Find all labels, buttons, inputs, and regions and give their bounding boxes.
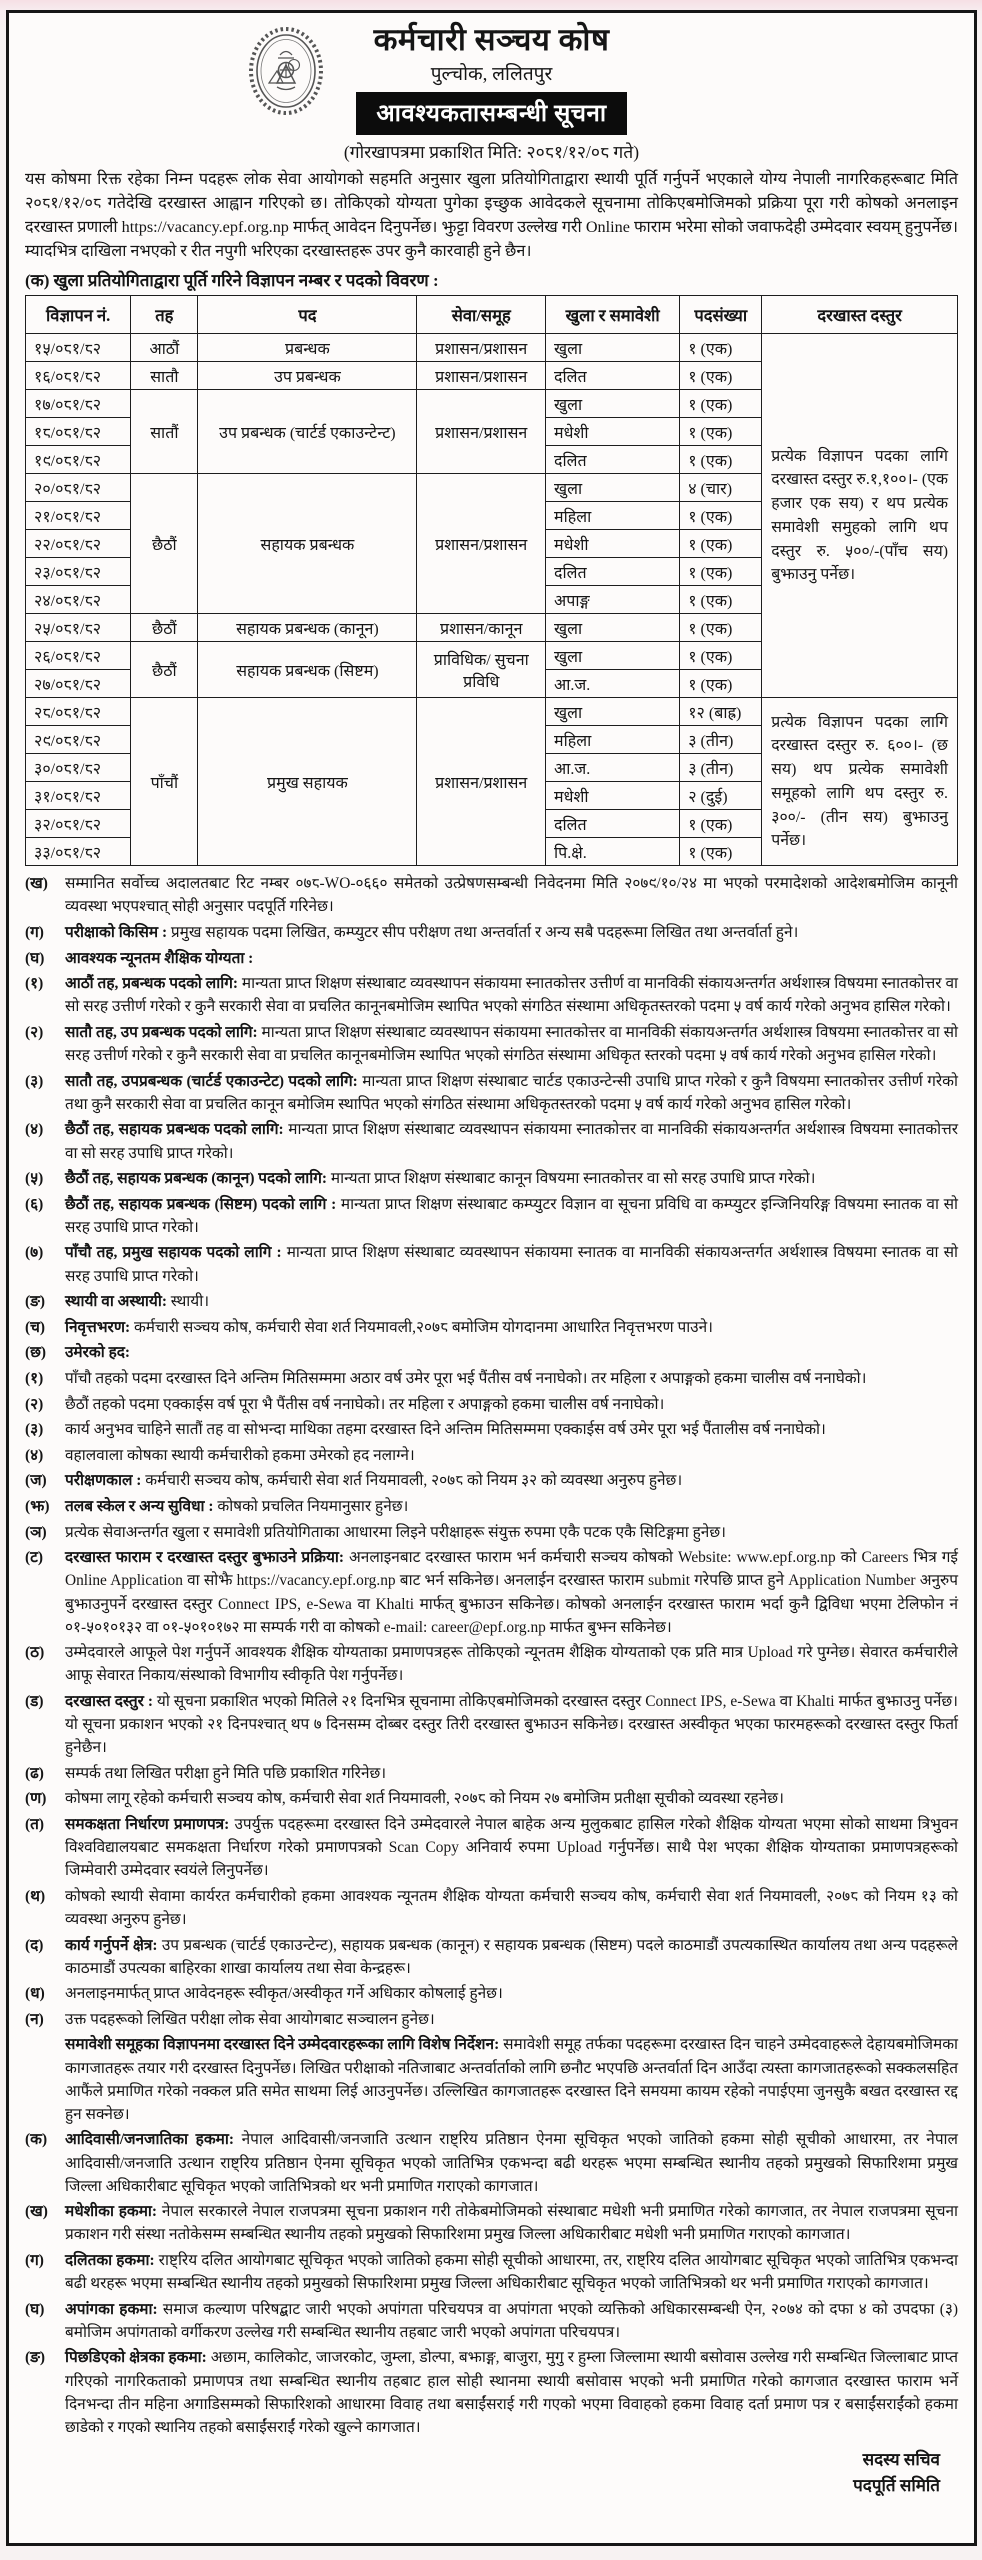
section-text: सातौ तह, उपप्रबन्धक (चार्टर्ड एकाउन्टेट) पदको लागि: मान्यता प्राप्त शिक्षण संस्थाबाट चार्टड एकाउन्टेन्सी उपाधि प्राप्त गरेको र कुनै विषयमा स्नातकोत्तर उत्तीर्ण गरेको तथा कुनै सरकारी सेवा वा प्रचलित कानून बमोजिम स्थापित भएको संगठित संस्थामा अधिकृतस्तरको पदमा ५ वर्ष कार्य गरेको अनुभव हासिल गरेको।	[65, 1072, 958, 1113]
section-label: (ज)	[25, 1472, 47, 1490]
table-cell: सहायक प्रबन्धक	[198, 474, 417, 614]
section-text: उक्त पदहरूको लिखित परीक्षा लोक सेवा आयोगबाट सञ्चालन हुनेछ।	[65, 2010, 435, 2028]
section-text: दरखास्त फाराम र दरखास्त दस्तुर बुझाउने प्रक्रिया: अनलाइनबाट दरखास्त फाराम भर्न कर्मचारी सञ्चय कोषको Website: www.epf.org.np को Careers भित्र गई Online Application वा सोझै https://vacancy.epf.org.np बाट भर्न सकिनेछ। अनलाईन दरखास्त फाराम submit गरेपछि प्राप्त हुने Application Number अनुरुप बुझाउनुपर्ने दरखास्त दस्तुर Connect IPS, e-Sewa वा Khalti मार्फत् बुझाउन सकिनेछ। कोषको अनलाईन दरखास्त फाराम भर्दा कुनै द्विविधा भएमा टेलिफोन नं ०१-५०१०१३२ वा ०१-५०१०१७२ मा सम्पर्क गरी वा कोषको e-mail: career@epf.org.np मार्फत बुझ्न सकिनेछ।	[65, 1549, 958, 1636]
section-item	[25, 1982, 958, 2005]
table-cell: दलित	[546, 362, 680, 390]
table-cell: २८/०८१/८२	[26, 698, 131, 726]
section-item	[25, 1418, 958, 1441]
table-cell: महिला	[546, 726, 680, 754]
section-item	[25, 1241, 958, 1287]
signature-block	[25, 2447, 940, 2500]
section-text: कोषको स्थायी सेवामा कार्यरत कर्मचारीको हकमा आवश्यक न्यूनतम शैक्षिक योग्यता कर्मचारी सञ्चय कोष, कर्मचारी सेवा शर्त नियमावली, २०७८ को नियम १३ को व्यवस्था अनुरुप हुनेछ।	[65, 1887, 958, 1928]
section-text: समावेशी समूहका विज्ञापनमा दरखास्त दिने उम्मेदवारहरूका लागि विशेष निर्देशन: समावेशी समूह तर्फका पदहरूमा दरखास्त दिन चाहने उम्मेदवाहरूले देहायबमोजिमका कागजातहरू तयार गरी दरखास्त दिनुपर्नेछ। लिखित परीक्षाको नतिजाबाट अन्तर्वार्ताको लागि छनौट भएपछि अन्तर्वार्ता दिन आउँदा त्यस्ता कागजातहरूको सक्कलसहित आफैंले प्रमाणित गरेको नक्कल प्रति समेत साथमा लिई आउनुपर्नेछ। उल्लिखित कागजातहरू दरखास्त दिने समयमा कायम रहेको नपाईएमा जुनसुकै बखत दरखास्त रद्द हुन सक्नेछ।	[65, 2036, 959, 2123]
table-cell: २ (दुई)	[680, 782, 762, 810]
section-text: कार्य गर्नुपर्ने क्षेत्र: उप प्रबन्धक (चार्टर्ड एकाउन्टेन्ट), सहायक प्रबन्धक (कानून) र सहायक प्रबन्धक (सिष्टम) पदले काठमाडौं उपत्यकास्थित कार्यालय तथा अन्य पदहरूले काठमाडौं उपत्यका बाहिरका शाखा कार्यालय तथा सेवा केन्द्रहरू।	[65, 1936, 958, 1977]
table-cell: प्रशासन/प्रशासन	[417, 390, 546, 474]
section-text: छैठौं तह, सहायक प्रबन्धक (सिष्टम) पदको लागि : मान्यता प्राप्त शिक्षण संस्थाबाट कम्प्युटर विज्ञान वा सूचना प्रविधि वा कम्प्युटर इन्जिनियरिङ्ग विषयमा स्नातक वा सो सरह उपाधि प्राप्त गरेको।	[65, 1195, 958, 1236]
table-cell: २२/०८१/८२	[26, 530, 131, 558]
section-label: (ढ)	[25, 1764, 44, 1782]
section-text: कोषमा लागू रहेको कर्मचारी सञ्चय कोष, कर्मचारी सेवा शर्त नियमावली, २०७८ को नियम २७ बमोजिम प्रतीक्षा सूचीको व्यवस्था रहनेछ।	[65, 1790, 784, 1808]
section-label: (ख)	[25, 2203, 48, 2221]
section-item	[25, 1495, 958, 1518]
table-cell: ३३/०८१/८२	[26, 838, 131, 866]
section-item	[25, 2346, 958, 2438]
table-cell: १ (एक)	[680, 446, 762, 474]
section-item	[25, 1885, 958, 1931]
signature-role: सदस्य सचिव	[862, 2449, 940, 2469]
vacancy-table-header-row	[26, 296, 958, 334]
section-text: दलितका हकमा: राष्ट्रिय दलित आयोगबाट सूचिकृत भएको जातिको हकमा सोही सूचीको आधारमा, तर, राष्ट्रिय दलित आयोगबाट सूचिकृत भएको जातिभित्र एकभन्दा बढी थरहरू भएमा सम्बन्धित स्थानीय तहको प्रमुखको सिफारिशमा प्रमुख जिल्ला अधिकारीबाट सूचिकृत भएको जातिभित्रको थर भनी प्रमाणित गराएको कागजात।	[65, 2251, 958, 2293]
notice-frame	[6, 10, 977, 2546]
table-cell: सातौं	[131, 390, 198, 474]
table-cell: १५/०८१/८२	[26, 334, 131, 362]
section-text: पाँचौ तहको पदमा दरखास्त दिने अन्तिम मितिसम्ममा अठार वर्ष उमेर पूरा भई पैंतीस वर्ष ननाघेको। तर महिला र अपाङ्गको हकमा चालीस वर्ष ननाघेको।	[65, 1370, 867, 1388]
section-label: (३)	[25, 1072, 44, 1090]
table-row	[26, 334, 958, 362]
table-row	[26, 698, 958, 726]
table-cell: मधेशी	[546, 530, 680, 558]
table-cell: ३०/०८१/८२	[26, 754, 131, 782]
section-label: (१)	[25, 1370, 44, 1388]
table-cell: १२ (बाह्र)	[680, 698, 762, 726]
section-text: उम्मेदवारले आफूले पेश गर्नुपर्ने आवश्यक शैक्षिक योग्यताका प्रमाणपत्रहरू तोकिएको न्यूनतम शैक्षिक योग्यताको एक प्रति मात्र Upload गरे पुग्नेछ। सेवारत कर्मचारीले आफू सेवारत निकाय/संस्थाको विभागीय स्वीकृति पेश गर्नुपर्नेछ।	[65, 1644, 958, 1685]
section-label: (ट)	[25, 1549, 44, 1567]
section-label: (२)	[25, 1395, 44, 1413]
section-label: (ञ)	[25, 1523, 47, 1541]
table-cell: अपाङ्ग	[546, 586, 680, 614]
table-cell: २७/०८१/८२	[26, 670, 131, 698]
table-cell: आ.ज.	[546, 754, 680, 782]
published-date: (गोरखापत्रमा प्रकाशित मिति: २०८१/१२/०८ गते)	[343, 142, 640, 163]
section-label: (द)	[25, 1936, 44, 1954]
section-item	[25, 2249, 958, 2295]
table-cell: प्रशासन/प्रशासन	[417, 362, 546, 390]
vacancy-table-body	[26, 334, 958, 866]
sections-list	[25, 872, 958, 2439]
section-text: पिछडिएको क्षेत्रका हकमा: अछाम, कालिकोट, जाजरकोट, जुम्ला, डोल्पा, बझाङ्ग, बाजुरा, मुगु र हुम्ला जिल्लामा स्थायी बसोवास उल्लेख गरी सम्बन्धित जिल्लाबाट प्राप्त गरिएको नागरिकताको प्रमाणपत्र तथा सम्बन्धित स्थानीय तहबाट हाल सोही स्थानमा स्थायी बसोवास भएको भनी प्रमाणित गरेको कागजात दरखास्त फाराम भर्ने दिनभन्दा तीन महिना अगाडिसम्मको सिफारिशको आधारमा विवाह तथा बसाईंसराई गरी गएको भएमा विवाहको हकमा विवाह दर्ता प्रमाण पत्र र बसाईंसराईंको हकमा छाडेको र गएको स्थानिय तहको बसाईंसराईं गरेको खुल्ने कागजात।	[65, 2349, 959, 2436]
section-label: (४)	[25, 1121, 44, 1139]
section-label: (थ)	[25, 1887, 46, 1905]
section-item	[25, 1316, 958, 1339]
table-cell: १ (एक)	[680, 418, 762, 446]
table-cell: १७/०८१/८२	[26, 390, 131, 418]
column-header: खुला र समावेशी	[546, 296, 680, 334]
section-item	[25, 1469, 958, 1492]
table-cell: प्रत्येक विज्ञापन पदका लागि दरखास्त दस्तुर रु.१,१००।- (एक हजार एक सय) र थप प्रत्येक समावेशी समुहको लागि थप दस्तुर रु. ५००/-(पाँच सय) बुझाउनु पर्नेछ।	[762, 334, 958, 698]
section-item	[25, 1521, 958, 1544]
section-text: दरखास्त दस्तुर : यो सूचना प्रकाशित भएको मितिले २१ दिनभित्र सूचनामा तोकिएबमोजिमको दरखास्त दस्तुर Connect IPS, e-Sewa वा Khalti मार्फत बुझाउनु पर्नेछ। यो सूचना प्रकाशन भएको २१ दिनपश्चात् थप ७ दिनसम्म दोब्बर दस्तुर तिरी दरखास्त बुझाउन सकिनेछ। दरखास्त अस्वीकृत भएका फारमहरूको दरखास्त दस्तुर फिर्ता हुनेछैन।	[65, 1692, 958, 1757]
table-cell: प्रशासन/प्रशासन	[417, 474, 546, 614]
table-cell: १९/०८१/८२	[26, 446, 131, 474]
section-item	[25, 1546, 958, 1638]
section-label: (१)	[25, 975, 44, 993]
section-label: (त)	[25, 1816, 45, 1833]
section-text: छैठौं तह, सहायक प्रबन्धक (कानून) पदको लागि: मान्यता प्राप्त शिक्षण संस्थाबाट कानून विषयमा स्नातकोत्तर वा सो सरह उपाधि प्राप्त गरेको।	[65, 1170, 816, 1188]
section-text: वहालवाला कोषका स्थायी कर्मचारीको हकमा उमेरको हद नलाग्ने।	[65, 1446, 415, 1464]
section-text: अपांगका हकमा: समाज कल्याण परिषद्बाट जारी भएको अपांगता परिचयपत्र वा अपांगता भएको व्यक्तिको अधिकारसम्बन्धी ऐन, २०७४ को दफा ४ को उपदफा (३) बमोजिम अपांगताको वर्गीकरण उल्लेख गरी सम्बन्धित स्थानीय तहबाट जारी भएको अपांगता परिचयपत्र।	[65, 2300, 958, 2341]
table-cell: १६/०८१/८२	[26, 362, 131, 390]
section-text: आवश्यक न्यूनतम शैक्षिक योग्यता :	[65, 949, 254, 967]
table-cell: महिला	[546, 502, 680, 530]
section-text: तलब स्केल र अन्य सुविधा : कोषको प्रचलित नियमानुसार हुनेछ।	[65, 1498, 409, 1516]
table-cell: १ (एक)	[680, 810, 762, 838]
section-label: (घ)	[25, 949, 45, 967]
column-header: विज्ञापन नं.	[26, 296, 131, 334]
section-item	[25, 2128, 958, 2197]
section-text: सातौ तह, उप प्रबन्धक पदको लागि: मान्यता प्राप्त शिक्षण संस्थाबाट व्यवस्थापन संकायमा स्नातकोत्तर वा मानविकी संकायअन्तर्गत अर्थशास्त्र विषयमा स्नातकोत्तर वा सो सरह उत्तीर्ण गरेको र कुनै सरकारी सेवा वा प्रचलित कानूनबमोजिम स्थापित भएको संगठित संस्थामा अधिकृत स्तरको पदमा ५ वर्ष कार्य गरेको अनुभव हासिल गरेको।	[65, 1024, 959, 1065]
section-text: छैठौं तह, सहायक प्रबन्धक पदको लागि: मान्यता प्राप्त शिक्षण संस्थाबाट व्यवस्थापन संकायमा स्नातकोत्तर वा मानविकी संकायअन्तर्गत अर्थशास्त्र विषयमा स्नातकोत्तर वा सो सरह उपाधि प्राप्त गरेको।	[65, 1121, 958, 1162]
table-cell: सहायक प्रबन्धक (कानून)	[198, 614, 417, 642]
table-cell: १ (एक)	[680, 838, 762, 866]
table-cell: ३ (तीन)	[680, 726, 762, 754]
section-label: (च)	[25, 1318, 46, 1336]
table-cell: ३ (तीन)	[680, 754, 762, 782]
table-cell: १ (एक)	[680, 558, 762, 586]
section-item	[25, 1787, 958, 1810]
table-cell: १८/०८१/८२	[26, 418, 131, 446]
section-text: आठौं तह, प्रबन्धक पदको लागि: मान्यता प्राप्त शिक्षण संस्थाबाट व्यवस्थापन संकायमा स्नातकोत्तर उत्तीर्ण वा मानविकी संकायअन्तर्गत अर्थशास्त्र विषयमा स्नातकोत्तर वा सो सरह उत्तीर्ण गरेको र कुनै सरकारी सेवा वा प्रचलित कानूनबमोजिम स्थापित भएको संगठित संस्थामा अधिकृतस्तरको पदमा ५ वर्ष कार्य गरेको अनुभव हासिल गरेको।	[65, 975, 959, 1016]
table-cell: २०/०८१/८२	[26, 474, 131, 502]
table-cell: प्रशासन/कानून	[417, 614, 546, 642]
table-cell: २३/०८१/८२	[26, 558, 131, 586]
section-label: (ग)	[25, 924, 44, 942]
table-cell: १ (एक)	[680, 334, 762, 362]
table-cell: १ (एक)	[680, 530, 762, 558]
table-cell: प्रशासन/प्रशासन	[417, 334, 546, 362]
section-label: (घ)	[25, 2300, 45, 2318]
table-cell: २९/०८१/८२	[26, 726, 131, 754]
section-item	[25, 1393, 958, 1416]
section-label: (३)	[25, 1421, 44, 1439]
section-text: परीक्षणकाल : कर्मचारी सञ्चय कोष, कर्मचारी सेवा शर्त नियमावली, २०७८ को नियम ३२ को व्यवस्था अनुरुप हुनेछ।	[65, 1472, 683, 1490]
section-text: अनलाइनमार्फत् प्राप्त आवेदनहरू स्वीकृत/अस्वीकृत गर्ने अधिकार कोषलाई हुनेछ।	[65, 1985, 503, 2003]
section-text: परीक्षाको किसिम : प्रमुख सहायक पदमा लिखित, कम्प्युटर सीप परीक्षण तथा अन्तर्वार्ता र अन्य सबै पदहरूमा लिखित तथा अन्तर्वार्ता हुने।	[65, 924, 799, 942]
table-cell: छैठौं	[131, 474, 198, 614]
table-cell: दलित	[546, 810, 680, 838]
table-cell: दलित	[546, 558, 680, 586]
section-text: निवृत्तभरण: कर्मचारी सञ्चय कोष, कर्मचारी सेवा शर्त नियमावली,२०७८ बमोजिम योगदानमा आधारित निवृत्तभरण पाउने।	[65, 1318, 713, 1336]
table-cell: मधेशी	[546, 418, 680, 446]
org-name: कर्मचारी सञ्चय कोष	[373, 22, 610, 57]
section-label: (ग)	[25, 2251, 44, 2269]
section-label: (क)	[25, 2131, 48, 2149]
table-cell: प्रत्येक विज्ञापन पदका लागि दरखास्त दस्तुर रु. ६००।- (छ सय) थप प्रत्येक समावेशी समूहको लागि थप दस्तुर रु. ३००/- (तीन सय) बुझाउनु पर्नेछ।	[762, 698, 958, 866]
table-cell: खुला	[546, 642, 680, 670]
section-label: (न)	[25, 2010, 44, 2028]
column-header: पदसंख्या	[680, 296, 762, 334]
section-label: (ख)	[25, 875, 48, 893]
section-item	[25, 2200, 958, 2246]
section-label: (ङ)	[25, 2349, 46, 2367]
table-cell: १ (एक)	[680, 642, 762, 670]
section-item	[25, 1167, 958, 1190]
table-cell: आ.ज.	[546, 670, 680, 698]
table-cell: २५/०८१/८२	[26, 614, 131, 642]
intro-paragraph: यस कोषमा रिक्त रहेका निम्न पदहरू लोक सेवा आयोगको सहमति अनुसार खुला प्रतियोगिताद्वारा स्थायी पूर्ति गर्नुपर्ने भएकाले योग्य नेपाली नागरिकहरूबाट मिति २०८१/१२/०८ गतेदेखि दरखास्त आह्वान गरिएको छ। तोकिएको योग्यता पुगेका इच्छुक आवेदकले सूचनामा तोकिएबमोजिमको प्रक्रिया पूरा गरी कोषको अनलाइन दरखास्त प्रणाली https://vacancy.epf.org.np मार्फत् आवेदन दिनुपर्नेछ। झुट्टा विवरण उल्लेख गरी Online फाराम भरेमा सोको जवाफदेही उम्मेदवार स्वयम् हुनुपर्नेछ। म्यादभित्र दाखिला नभएको र रीत नपुगी भरिएका दरखास्तहरू उपर कुनै कारवाही हुने छैन।	[25, 170, 958, 260]
section-text: समकक्षता निर्धारण प्रमाणपत्र: उपर्युक्त पदहरूमा दरखास्त दिने उम्मेदवारले नेपाल बाहेक अन्य मुलुकबाट हासिल गरेको शैक्षिक योग्यता भएमा सोको साथमा त्रिभुवन विश्वविद्यालयबाट समकक्षता निर्धारण गरेको प्रमाणपत्रको Scan Copy अनिवार्य रुपमा Upload गर्नुपर्नेछ। साथै पेश भएका शैक्षिक योग्यताका प्रमाणपत्रहरूको जिम्मेवारी उम्मेदवार स्वयंले लिनुपर्नेछ।	[65, 1816, 958, 1880]
table-cell: पाँचौं	[131, 698, 198, 866]
section-label: (ध)	[25, 1985, 45, 2003]
table-cell: १ (एक)	[680, 502, 762, 530]
section-item	[25, 947, 958, 970]
section-item	[25, 2033, 958, 2125]
section-text: छैठौं तहको पदमा एक्काईस वर्ष पूरा भै पैंतीस वर्ष ननाघेको। तर महिला र अपाङ्गको हकमा चालीस वर्ष ननाघेको।	[65, 1395, 665, 1413]
table-cell: मधेशी	[546, 782, 680, 810]
table-cell: सहायक प्रबन्धक (सिष्टम)	[198, 642, 417, 698]
epf-seal-icon	[247, 25, 325, 117]
section-item	[25, 972, 958, 1018]
table-cell: खुला	[546, 614, 680, 642]
vacancy-details-heading: (क) खुला प्रतियोगिताद्वारा पूर्ति गरिने विज्ञापन नम्बर र पदको विवरण :	[25, 271, 439, 291]
section-label: (ङ)	[25, 1293, 46, 1311]
table-cell: खुला	[546, 390, 680, 418]
section-text: सम्पर्क तथा लिखित परीक्षा हुने मिति पछि प्रकाशित गरिनेछ।	[65, 1764, 387, 1782]
section-text: स्थायी वा अस्थायी: स्थायी।	[65, 1293, 210, 1311]
table-cell: १ (एक)	[680, 362, 762, 390]
table-cell: पि.क्षे.	[546, 838, 680, 866]
section-item	[25, 1290, 958, 1313]
section-label: (झ)	[25, 1498, 50, 1516]
section-label: (ठ)	[25, 1644, 45, 1662]
table-cell: २६/०८१/८२	[26, 642, 131, 670]
section-label: (६)	[25, 1195, 44, 1213]
table-cell: दलित	[546, 446, 680, 474]
section-item	[25, 1021, 958, 1067]
section-text: सम्मानित सर्वोच्च अदालतबाट रिट नम्बर ०७८-WO-०६६० समेतको उत्प्रेषणसम्बन्धी निवेदनमा मिति २०७९/१०/२४ मा भएको परमादेशको आदेशबमोजिम कानूनी व्यवस्था भएपश्चात् सोही अनुसार पदपूर्ति गरिनेछ।	[65, 875, 958, 916]
table-cell: ३१/०८१/८२	[26, 782, 131, 810]
table-cell: आठौं	[131, 334, 198, 362]
table-cell: खुला	[546, 698, 680, 726]
section-label: (ड)	[25, 1692, 44, 1710]
table-cell: प्रमुख सहायक	[198, 698, 417, 866]
table-cell: १ (एक)	[680, 586, 762, 614]
vacancy-table	[25, 295, 958, 866]
table-cell: खुला	[546, 474, 680, 502]
section-item	[25, 1762, 958, 1785]
section-item	[25, 1641, 958, 1687]
section-text: पाँचौ तह, प्रमुख सहायक पदको लागि : मान्यता प्राप्त शिक्षण संस्थाबाट व्यवस्थापन संकायमा स्नातक वा मानविकी संकायअन्तर्गत अर्थशास्त्र विषयमा स्नातक वा सो सरह उपाधि प्राप्त गरेको।	[65, 1244, 958, 1285]
section-item	[25, 1367, 958, 1390]
section-text: प्रत्येक सेवाअन्तर्गत खुला र समावेशी प्रतियोगिताका आधारमा लिइने परीक्षाहरू संयुक्त रुपमा एकै पटक एकै सिटिङ्गमा हुनेछ।	[65, 1523, 726, 1541]
section-item	[25, 1118, 958, 1164]
table-cell: प्रशासन/प्रशासन	[417, 698, 546, 866]
section-label: (७)	[25, 1244, 44, 1262]
section-text: कार्य अनुभव चाहिने सातौं तह वा सोभन्दा माथिका तहमा दरखास्त दिने अन्तिम मितिसम्ममा एक्काईस वर्ष उमेर पूरा भई पैंतालीस वर्ष ननाघेको।	[65, 1421, 826, 1439]
table-cell: छैठौं	[131, 614, 198, 642]
table-cell: २४/०८१/८२	[26, 586, 131, 614]
section-text: मधेशीका हकमा: नेपाल सरकारले नेपाल राजपत्रमा सूचना प्रकाशन गरी तोकेबमोजिमको संस्थाबाट मधेशी भनी प्रमाणित गरेको कागजात, तर नेपाल राजपत्रमा सूचना प्रकाशन गरी संस्था नतोकेसम्म सम्बन्धित स्थानीय तहको प्रमुखको सिफारिशमा प्रमुख जिल्ला अधिकारीबाट मधेशी भनी प्रमाणित गराएको कागजात।	[65, 2203, 959, 2244]
section-item	[25, 1813, 958, 1882]
table-cell: प्राविधिक/ सुचना प्रविधि	[417, 642, 546, 698]
table-cell: प्रबन्धक	[198, 334, 417, 362]
table-cell: ३२/०८१/८२	[26, 810, 131, 838]
section-item	[25, 2008, 958, 2031]
section-item	[25, 921, 958, 944]
table-cell: उप प्रबन्धक (चार्टर्ड एकाउन्टेन्ट)	[198, 390, 417, 474]
table-cell: १ (एक)	[680, 670, 762, 698]
column-header: पद	[198, 296, 417, 334]
table-cell: १ (एक)	[680, 614, 762, 642]
section-item	[25, 1444, 958, 1467]
table-cell: उप प्रबन्धक	[198, 362, 417, 390]
section-item	[25, 1193, 958, 1239]
signature-committee: पदपूर्ति समिति	[853, 2476, 940, 2496]
section-text: आदिवासी/जनजातिका हकमा: नेपाल आदिवासी/जनजाति उत्थान राष्ट्रिय प्रतिष्ठान ऐनमा सूचिकृत भएको जातिको हकमा सोही सूचीको आधारमा, तर नेपाल आदिवासी/जनजाति उत्थान राष्ट्रिय प्रतिष्ठान ऐनमा सूचिकृत भएको जातिभित्र एकभन्दा बढी थरहरू भएमा सम्बन्धित स्थानीय तहको प्रमुखको सिफारिशमा प्रमुख जिल्ला अधिकारीबाट सूचिकृत भएको जातिभित्रको थर भनी प्रमाणित गराएको कागजात।	[65, 2131, 958, 2195]
section-label: (४)	[25, 1446, 44, 1464]
notice-header	[25, 23, 958, 164]
table-cell: छैठौं	[131, 642, 198, 698]
org-address: पुल्चोक, ललितपुर	[430, 64, 553, 86]
notice-title-banner: आवश्यकतासम्बन्धी सूचना	[356, 92, 626, 135]
section-item	[25, 872, 958, 918]
column-header: तह	[131, 296, 198, 334]
section-label: (छ)	[25, 1344, 47, 1362]
section-label: (२)	[25, 1024, 44, 1041]
section-item	[25, 2298, 958, 2344]
table-cell: २१/०८१/८२	[26, 502, 131, 530]
table-cell: खुला	[546, 334, 680, 362]
table-cell: ४ (चार)	[680, 474, 762, 502]
section-item	[25, 1341, 958, 1364]
section-item	[25, 1070, 958, 1116]
table-cell: सातौ	[131, 362, 198, 390]
section-item	[25, 1934, 958, 1980]
section-text: उमेरको हद:	[65, 1344, 131, 1362]
column-header: दरखास्त दस्तुर	[762, 296, 958, 334]
section-item	[25, 1690, 958, 1759]
table-cell: १ (एक)	[680, 390, 762, 418]
column-header: सेवा/समूह	[417, 296, 546, 334]
section-label: (५)	[25, 1170, 44, 1188]
section-label: (ण)	[25, 1790, 47, 1808]
